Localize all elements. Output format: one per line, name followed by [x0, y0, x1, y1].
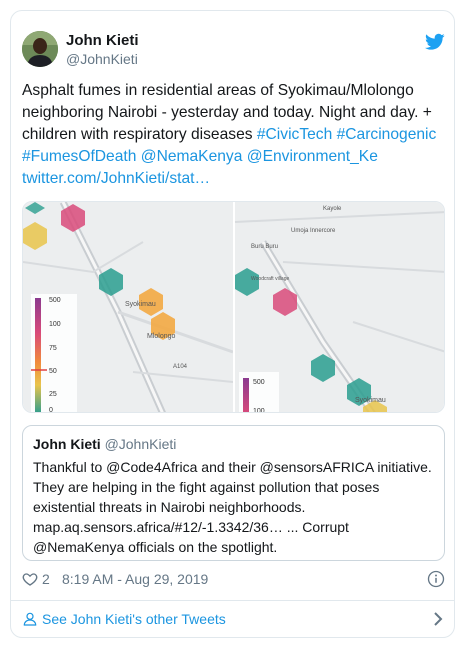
left-tick-1: 100: [49, 321, 61, 328]
heart-icon[interactable]: [22, 571, 38, 587]
hashtag-civictech[interactable]: #CivicTech: [256, 126, 333, 143]
divider: [11, 600, 455, 601]
right-tick-0: 500: [253, 379, 265, 386]
hashtag-carcinogenic[interactable]: #Carcinogenic: [336, 126, 437, 143]
chevron-right-icon[interactable]: [431, 611, 445, 627]
tweet-text: [22, 80, 447, 190]
info-icon[interactable]: [427, 570, 445, 588]
place-a104: A104: [173, 364, 188, 370]
quoted-display-name: John Kieti: [33, 436, 101, 452]
see-other-tweets[interactable]: [22, 609, 445, 631]
place-syokimau-right: Syokimau: [355, 397, 386, 404]
left-map: [23, 202, 233, 413]
person-icon: [22, 611, 38, 627]
tweet-header: [22, 31, 445, 67]
left-tick-3: 50: [49, 368, 57, 375]
place-syokimau-left: Syokimau: [125, 301, 156, 308]
right-scale-bar: [243, 378, 249, 413]
right-tick-1: 100: [253, 408, 265, 413]
place-umoja: Umoja Innercore: [291, 228, 336, 234]
tweet-link[interactable]: twitter.com/JohnKieti/stat…: [22, 170, 211, 187]
place-kayole: Kayole: [323, 206, 342, 212]
tweet-media[interactable]: [22, 201, 445, 413]
avatar-image: [22, 31, 58, 67]
author-handle[interactable]: @JohnKieti: [66, 51, 138, 67]
left-tick-0: 500: [49, 297, 61, 304]
quoted-tweet[interactable]: [22, 425, 445, 561]
tweet-text-plain: Asphalt fumes in residential areas of Syokimau/Mlolongo neighboring Nairobi - yesterday and today. Night and day. + children with respiratory diseases: [22, 82, 437, 143]
quoted-text: Thankful to @Code4Africa and their @sensorsAFRICA initiative. They are helping in the fight against pollution that poses existential threats in Nairobi neighborhoods. map.aq.sensors.africa/#12/-1.3342/36… ... Corrupt @NemaKenya officials on the spotlight.: [33, 459, 432, 555]
left-tick-4: 25: [49, 391, 57, 398]
air-quality-maps: [23, 202, 445, 413]
author-display-name[interactable]: John Kieti: [66, 32, 139, 49]
tweet-footer: [22, 569, 445, 591]
left-tick-2: 75: [49, 345, 57, 352]
twitter-bird-icon[interactable]: [425, 33, 445, 51]
author-names: [66, 32, 139, 68]
avatar[interactable]: [22, 31, 58, 67]
see-other-tweets-label[interactable]: See John Kieti's other Tweets: [42, 611, 226, 627]
tweet-card: [10, 10, 455, 638]
quoted-handle: @JohnKieti: [104, 436, 177, 452]
timestamp[interactable]: 8:19 AM - Aug 29, 2019: [62, 571, 209, 587]
place-mlolongo: Mlolongo: [147, 333, 176, 340]
mention-environment-ke[interactable]: @Environment_Ke: [246, 148, 378, 165]
place-buru-buru: Buru Buru: [251, 244, 279, 250]
place-woodcraft: Woodcraft village: [251, 276, 290, 282]
right-map: [235, 202, 445, 413]
mention-nemakenya[interactable]: @NemaKenya: [140, 148, 243, 165]
left-tick-5: 0: [49, 407, 53, 413]
like-count[interactable]: 2: [42, 571, 50, 587]
quoted-header: [33, 435, 434, 453]
hashtag-fumesofdeath[interactable]: #FumesOfDeath: [22, 148, 137, 165]
left-scale-bar: [35, 298, 41, 413]
